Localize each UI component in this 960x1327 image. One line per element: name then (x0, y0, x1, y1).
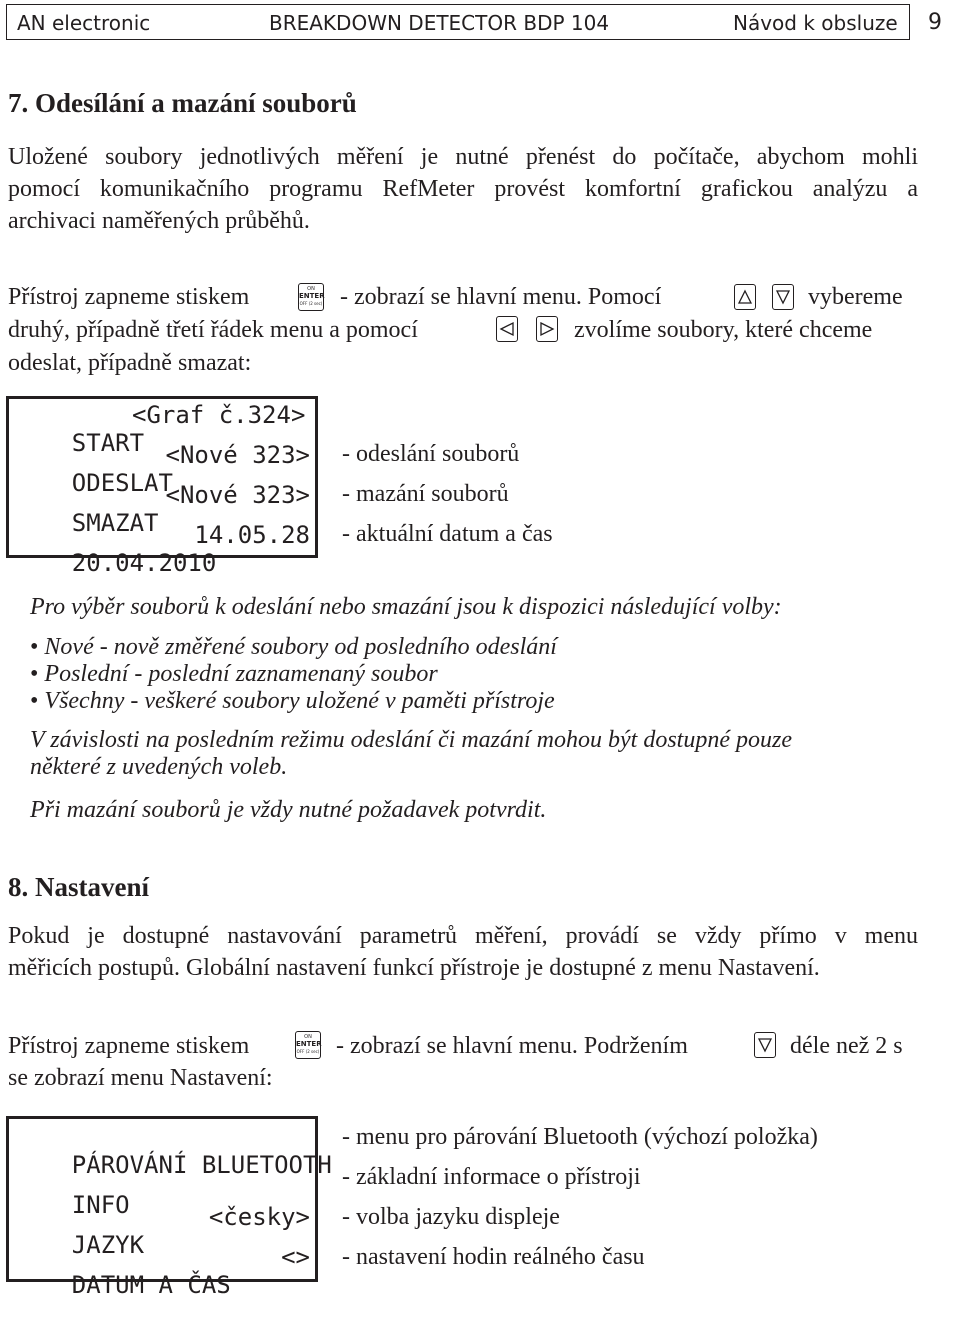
intro-line: měřicích postupů. Globální nastavení funkcí přístroje je dostupné z menu Nastavení. (8, 955, 820, 981)
enter-key-off: OFF (2 sec) (296, 1049, 320, 1054)
option-item: • Poslední - poslední zaznamenaný soubor (30, 661, 438, 688)
intro-line: Pokud je dostupné nastavování parametrů měření, provádí se vždy přímo v menu (8, 923, 918, 949)
display-row-label: INFO (71, 1191, 130, 1219)
instr-text: - zobrazí se hlavní menu. Pomocí (340, 284, 662, 310)
display-row-value: <Nové 323> (165, 441, 310, 469)
up-arrow-key-icon (734, 284, 756, 310)
display-row (14, 441, 310, 497)
display-row-label: DATUM A ČAS (71, 1271, 231, 1299)
instr-text: Přístroj zapneme stiskem (8, 1033, 250, 1059)
enter-key-label: ENTER (299, 292, 325, 300)
display-row-value: <Nové 323> (165, 481, 310, 509)
display-row (14, 1243, 310, 1299)
display-desc: - základní informace o přístroji (342, 1164, 641, 1190)
enter-key-on: ON (304, 1034, 312, 1040)
display-desc: - mazání souborů (342, 481, 509, 507)
display-row (14, 521, 310, 577)
display-row-label: PÁROVÁNÍ BLUETOOTH (71, 1151, 332, 1179)
enter-key-icon (295, 1031, 321, 1059)
header-brand: AN electronic (17, 11, 151, 35)
note-confirm: Při mazání souborů je vždy nutné požadavek potvrdit. (30, 797, 547, 823)
display-desc: - odeslání souborů (342, 441, 520, 467)
intro-line: Uložené soubory jednotlivých měření je nutné přenést do počítače, abychom mohli (8, 144, 918, 170)
display-row-label: ODESLAT (71, 469, 173, 497)
section-7-title: 7. Odesílání a mazání souborů (8, 88, 357, 118)
enter-key-icon (298, 283, 324, 311)
enter-key-on: ON (307, 286, 315, 292)
instr-text: odeslat, případně smazat: (8, 350, 252, 376)
display-row (14, 1203, 310, 1259)
instr-text: se zobrazí menu Nastavení: (8, 1065, 273, 1091)
instr-text: vybereme (808, 284, 903, 310)
page-header (6, 4, 910, 40)
page-number: 9 (928, 10, 942, 35)
right-arrow-key-icon (536, 316, 558, 342)
header-manual: Návod k obsluze (733, 11, 898, 35)
display-row-value: 14.05.28 (194, 521, 310, 549)
down-arrow-key-icon (754, 1032, 776, 1058)
intro-line: pomocí komunikačního programu RefMeter provést komfortní grafickou analýzu a (8, 176, 918, 202)
section-8-intro (8, 920, 918, 984)
display-row-value: <Graf č.324> (132, 401, 306, 429)
enter-key-off: OFF (2 sec) (299, 301, 323, 306)
display-desc: - nastavení hodin reálného času (342, 1244, 645, 1270)
display-row-value: <> (281, 1243, 310, 1271)
note-line: V závislosti na posledním režimu odeslání či mazání mohou být dostupné pouze (30, 727, 792, 753)
display-row-label: 20.04.2010 (71, 549, 217, 577)
instr-text: déle než 2 s (790, 1033, 903, 1059)
instr-text: zvolíme soubory, které chceme (574, 317, 873, 343)
header-product: BREAKDOWN DETECTOR BDP 104 (269, 11, 610, 35)
option-item: • Všechny - veškeré soubory uložené v paměti přístroje (30, 688, 555, 715)
display-desc: - volba jazyku displeje (342, 1204, 560, 1230)
display-desc: - menu pro párování Bluetooth (výchozí položka) (342, 1124, 818, 1150)
instr-text: Přístroj zapneme stiskem (8, 284, 250, 310)
display-row-label: START (71, 429, 145, 457)
enter-key-label: ENTER (296, 1040, 322, 1048)
section-8-title: 8. Nastavení (8, 872, 149, 902)
options-intro: Pro výběr souborů k odeslání nebo smazání jsou k dispozici následující volby: (30, 594, 782, 620)
instr-text: - zobrazí se hlavní menu. Podržením (336, 1033, 688, 1059)
instr-text: druhý, případně třetí řádek menu a pomocí (8, 317, 418, 343)
section-7-intro (8, 141, 918, 237)
display-main-menu (6, 396, 318, 577)
display-row-value: <česky> (208, 1203, 310, 1231)
display-row-label: SMAZAT (71, 509, 159, 537)
down-arrow-key-icon (772, 284, 794, 310)
display-row-label: JAZYK (71, 1231, 145, 1259)
left-arrow-key-icon (496, 316, 518, 342)
display-desc: - aktuální datum a čas (342, 521, 553, 547)
display-row (14, 1123, 332, 1179)
note-line: některé z uvedených voleb. (30, 754, 288, 780)
intro-line: archivaci naměřených průběhů. (8, 208, 310, 234)
option-item: • Nové - nově změřené soubory od posledního odeslání (30, 634, 557, 661)
display-settings-menu (6, 1116, 332, 1299)
